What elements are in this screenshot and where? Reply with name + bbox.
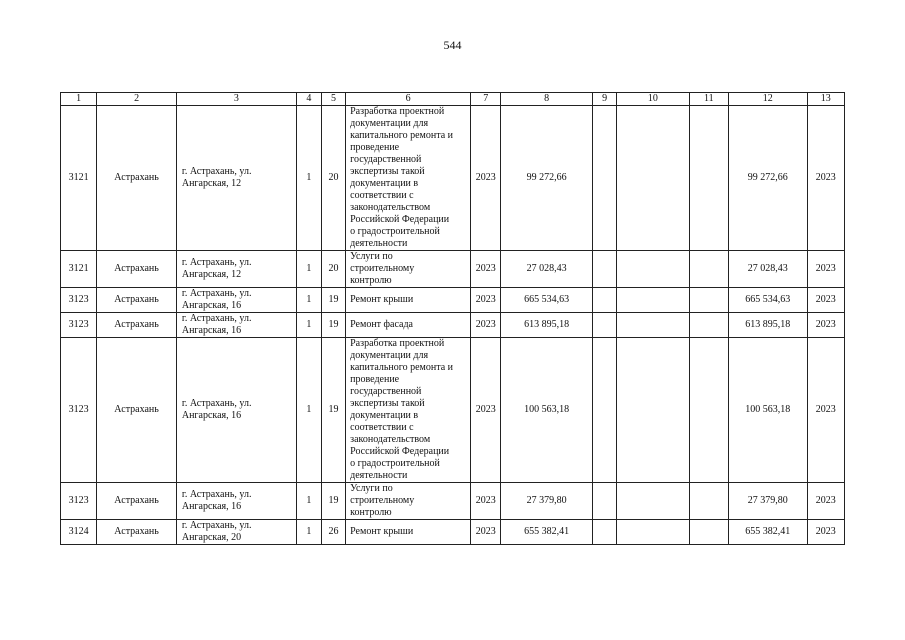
cell-col-10 (617, 288, 690, 313)
cell-col-6 (346, 520, 471, 545)
cell-line: Ангарская, 12 (181, 269, 242, 280)
cell-line: г. Астрахань, ул. (181, 166, 252, 177)
cell-line: документации для (350, 118, 429, 129)
cell-line: Услуги по (350, 483, 393, 494)
table-row (61, 483, 845, 520)
cell-line: о градостроительной (350, 226, 440, 237)
cell-col-4: 1 (296, 338, 321, 483)
cell-line: проведение (350, 142, 400, 153)
cell-col-6 (346, 106, 471, 251)
cell-col-5: 20 (321, 251, 345, 288)
cell-line: Ремонт фасада (350, 319, 413, 330)
cell-col-8: 99 272,66 (501, 106, 593, 251)
cell-col-12: 665 534,63 (729, 288, 808, 313)
table-row (61, 251, 845, 288)
cell-line: г. Астрахань, ул. (181, 489, 252, 500)
cell-col-11 (689, 338, 728, 483)
cell-line: государственной (350, 386, 422, 397)
cell-col-11 (689, 251, 728, 288)
cell-line: соответствии с (350, 190, 414, 201)
table-body (61, 93, 845, 545)
cell-col-9 (592, 338, 616, 483)
cell-line: Ангарская, 16 (181, 325, 242, 336)
cell-col-3 (176, 483, 296, 520)
cell-col-9 (592, 520, 616, 545)
cell-line: о градостроительной (350, 458, 440, 469)
cell-col-10 (617, 520, 690, 545)
cell-col-3 (176, 313, 296, 338)
cell-col-5: 19 (321, 288, 345, 313)
register-table (60, 92, 845, 545)
cell-line: документации в (350, 410, 419, 421)
cell-col-13: 2023 (807, 251, 844, 288)
cell-col-4: 1 (296, 106, 321, 251)
cell-col-10 (617, 483, 690, 520)
cell-col-1: 3123 (61, 338, 97, 483)
cell-line: Ангарская, 16 (181, 410, 242, 421)
cell-col-4: 1 (296, 483, 321, 520)
cell-col-12: 100 563,18 (729, 338, 808, 483)
cell-line: документации для (350, 350, 429, 361)
cell-col-3 (176, 338, 296, 483)
cell-line: г. Астрахань, ул. (181, 288, 252, 299)
cell-line: соответствии с (350, 422, 414, 433)
column-header-12: 12 (729, 93, 808, 106)
cell-col-12: 655 382,41 (729, 520, 808, 545)
cell-line: документации в (350, 178, 419, 189)
cell-line: Разработка проектной (350, 338, 445, 349)
cell-col-5: 19 (321, 313, 345, 338)
cell-col-13: 2023 (807, 288, 844, 313)
cell-col-8: 100 563,18 (501, 338, 593, 483)
cell-col-8: 613 895,18 (501, 313, 593, 338)
cell-col-2: Астрахань (97, 106, 177, 251)
page-number: 544 (443, 38, 462, 52)
cell-col-1: 3121 (61, 251, 97, 288)
cell-col-5: 19 (321, 338, 345, 483)
cell-col-3 (176, 288, 296, 313)
cell-line: Ремонт крыши (350, 526, 414, 537)
cell-col-7: 2023 (471, 338, 501, 483)
cell-col-8: 27 028,43 (501, 251, 593, 288)
cell-line: капитального ремонта и (350, 130, 454, 141)
table-row (61, 288, 845, 313)
cell-col-13: 2023 (807, 483, 844, 520)
cell-col-5: 19 (321, 483, 345, 520)
cell-col-2: Астрахань (97, 313, 177, 338)
cell-col-10 (617, 251, 690, 288)
cell-col-4: 1 (296, 313, 321, 338)
column-header-7: 7 (471, 93, 501, 106)
cell-line: Разработка проектной (350, 106, 445, 117)
cell-col-7: 2023 (471, 313, 501, 338)
cell-col-1: 3121 (61, 106, 97, 251)
cell-line: законодательством (350, 434, 431, 445)
cell-col-10 (617, 313, 690, 338)
cell-col-11 (689, 520, 728, 545)
cell-col-4: 1 (296, 288, 321, 313)
column-header-8: 8 (501, 93, 593, 106)
column-header-10: 10 (617, 93, 690, 106)
cell-col-11 (689, 483, 728, 520)
cell-col-8: 27 379,80 (501, 483, 593, 520)
column-header-6: 6 (346, 93, 471, 106)
cell-col-7: 2023 (471, 106, 501, 251)
cell-col-11 (689, 313, 728, 338)
cell-col-2: Астрахань (97, 520, 177, 545)
cell-col-13: 2023 (807, 106, 844, 251)
cell-line: г. Астрахань, ул. (181, 520, 252, 531)
cell-line: г. Астрахань, ул. (181, 313, 252, 324)
cell-col-1: 3123 (61, 288, 97, 313)
cell-col-1: 3124 (61, 520, 97, 545)
cell-col-12: 27 028,43 (729, 251, 808, 288)
cell-col-6 (346, 483, 471, 520)
cell-line: экспертизы такой (350, 166, 425, 177)
cell-line: Ангарская, 16 (181, 501, 242, 512)
cell-line: капитального ремонта и (350, 362, 454, 373)
cell-line: Российской Федерации (350, 446, 450, 457)
cell-col-9 (592, 483, 616, 520)
cell-line: Ангарская, 16 (181, 300, 242, 311)
cell-col-1: 3123 (61, 483, 97, 520)
cell-col-12: 99 272,66 (729, 106, 808, 251)
cell-col-11 (689, 106, 728, 251)
cell-col-10 (617, 338, 690, 483)
table-row (61, 338, 845, 483)
cell-col-2: Астрахань (97, 338, 177, 483)
cell-line: г. Астрахань, ул. (181, 398, 252, 409)
cell-col-3 (176, 520, 296, 545)
cell-col-4: 1 (296, 251, 321, 288)
cell-col-10 (617, 106, 690, 251)
column-number-row (61, 93, 845, 106)
cell-col-9 (592, 106, 616, 251)
cell-col-7: 2023 (471, 483, 501, 520)
cell-col-2: Астрахань (97, 288, 177, 313)
cell-col-6 (346, 288, 471, 313)
cell-col-1: 3123 (61, 313, 97, 338)
cell-col-3 (176, 106, 296, 251)
cell-col-11 (689, 288, 728, 313)
cell-col-12: 27 379,80 (729, 483, 808, 520)
cell-col-9 (592, 288, 616, 313)
cell-line: проведение (350, 374, 400, 385)
column-header-3: 3 (176, 93, 296, 106)
cell-col-7: 2023 (471, 520, 501, 545)
column-header-1: 1 (61, 93, 97, 106)
cell-line: контролю (350, 507, 392, 518)
cell-line: контролю (350, 275, 392, 286)
cell-col-5: 20 (321, 106, 345, 251)
column-header-2: 2 (97, 93, 177, 106)
column-header-11: 11 (689, 93, 728, 106)
cell-col-13: 2023 (807, 520, 844, 545)
cell-col-5: 26 (321, 520, 345, 545)
cell-col-4: 1 (296, 520, 321, 545)
column-header-13: 13 (807, 93, 844, 106)
column-header-4: 4 (296, 93, 321, 106)
cell-col-7: 2023 (471, 288, 501, 313)
cell-col-7: 2023 (471, 251, 501, 288)
cell-line: экспертизы такой (350, 398, 425, 409)
cell-line: государственной (350, 154, 422, 165)
cell-line: законодательством (350, 202, 431, 213)
cell-col-9 (592, 313, 616, 338)
column-header-9: 9 (592, 93, 616, 106)
cell-col-13: 2023 (807, 338, 844, 483)
cell-col-6 (346, 338, 471, 483)
cell-col-9 (592, 251, 616, 288)
cell-col-13: 2023 (807, 313, 844, 338)
table-row (61, 313, 845, 338)
table-row (61, 520, 845, 545)
cell-line: строительному (350, 263, 415, 274)
cell-col-6 (346, 251, 471, 288)
cell-line: Ремонт крыши (350, 294, 414, 305)
cell-col-12: 613 895,18 (729, 313, 808, 338)
table-row (61, 106, 845, 251)
cell-col-2: Астрахань (97, 483, 177, 520)
cell-col-8: 655 382,41 (501, 520, 593, 545)
cell-col-6 (346, 313, 471, 338)
cell-line: Российской Федерации (350, 214, 450, 225)
cell-line: Услуги по (350, 251, 393, 262)
cell-line: деятельности (350, 470, 408, 481)
column-header-5: 5 (321, 93, 345, 106)
cell-col-2: Астрахань (97, 251, 177, 288)
cell-line: г. Астрахань, ул. (181, 257, 252, 268)
cell-col-3 (176, 251, 296, 288)
cell-col-8: 665 534,63 (501, 288, 593, 313)
cell-line: Ангарская, 20 (181, 532, 242, 543)
cell-line: Ангарская, 12 (181, 178, 242, 189)
cell-line: деятельности (350, 238, 408, 249)
cell-line: строительному (350, 495, 415, 506)
